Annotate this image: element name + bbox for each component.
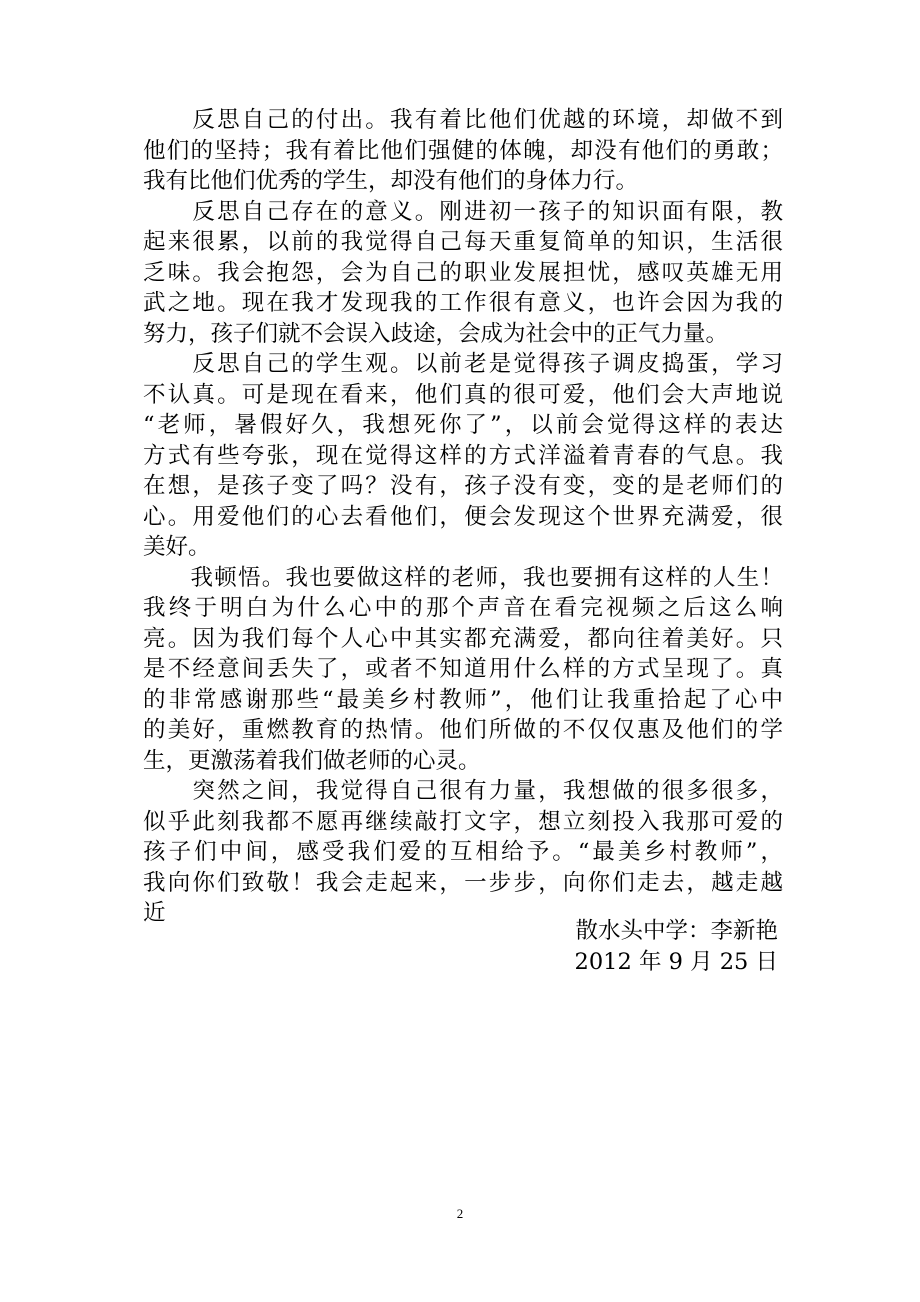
text-line: 在想，是孩子变了吗？没有，孩子没有变，变的是老师们的 bbox=[143, 473, 783, 499]
paragraph bbox=[143, 349, 783, 563]
text-line: 亮。因为我们每个人心中其实都充满爱，都向往着美好。只 bbox=[143, 625, 783, 652]
text-line: 是不经意间丢失了，或者不知道用什么样的方式呈现了。真 bbox=[143, 656, 783, 682]
text-line: 武之地。现在我才发现我的工作很有意义，也许会因为我的 bbox=[143, 290, 783, 316]
text-line: 孩子们中间，感受我们爱的互相给予。“最美乡村教师”， bbox=[143, 839, 783, 865]
text-line: 美好。 bbox=[143, 534, 211, 560]
paragraph bbox=[143, 563, 783, 777]
text-line: 心。用爱他们的心去看他们，便会发现这个世界充满爱，很 bbox=[143, 503, 783, 530]
text-line: 反思自己存在的意义。刚进初一孩子的知识面有限，教 bbox=[143, 198, 783, 225]
text-line: 我顿悟。我也要做这样的老师，我也要拥有这样的人生！ bbox=[143, 564, 783, 591]
page-number: 2 bbox=[456, 1206, 464, 1221]
text-line: 的非常感谢那些“最美乡村教师”，他们让我重拾起了心中 bbox=[143, 686, 783, 713]
paragraph bbox=[143, 776, 783, 929]
text-line: 我有比他们优秀的学生，却没有他们的身体力行。 bbox=[143, 168, 639, 194]
paragraph bbox=[143, 105, 783, 197]
signature-author: 散水头中学：李新艳 bbox=[575, 918, 778, 944]
text-line: 反思自己的学生观。以前老是觉得孩子调皮捣蛋，学习 bbox=[143, 351, 783, 377]
text-line: 近 bbox=[143, 900, 166, 926]
text-line: 起来很累，以前的我觉得自己每天重复简单的知识，生活很 bbox=[143, 229, 783, 255]
text-line: 生，更激荡着我们做老师的心灵。 bbox=[143, 747, 481, 774]
text-line: 努力，孩子们就不会误入歧途，会成为社会中的正气力量。 bbox=[143, 320, 729, 347]
text-line: 乏味。我会抱怨，会为自己的职业发展担忧，感叹英雄无用 bbox=[143, 259, 783, 286]
text-line: 我向你们致敬！我会走起来，一步步，向你们走去，越走越 bbox=[143, 869, 783, 896]
text-line: 反思自己的付出。我有着比他们优越的环境，却做不到 bbox=[143, 107, 783, 133]
text-line: 似乎此刻我都不愿再继续敲打文字，想立刻投入我那可爱的 bbox=[143, 808, 783, 835]
body-text bbox=[143, 105, 783, 929]
text-line: 突然之间，我觉得自己很有力量，我想做的很多很多， bbox=[143, 778, 783, 804]
text-line: “老师，暑假好久，我想死你了”，以前会觉得这样的表达 bbox=[143, 412, 783, 438]
signature-block bbox=[575, 916, 778, 978]
text-line: 的美好，重燃教育的热情。他们所做的不仅仅惠及他们的学 bbox=[143, 717, 783, 743]
text-line: 不认真。可是现在看来，他们真的很可爱，他们会大声地说 bbox=[143, 381, 783, 408]
text-line: 我终于明白为什么心中的那个声音在看完视频之后这么响 bbox=[143, 595, 783, 621]
text-line: 他们的坚持；我有着比他们强健的体魄，却没有他们的勇敢； bbox=[143, 137, 783, 164]
text-line: 方式有些夸张，现在觉得这样的方式洋溢着青春的气息。我 bbox=[143, 442, 783, 469]
paragraph bbox=[143, 197, 783, 350]
signature-date: 2012 年 9 月 25 日 bbox=[574, 949, 778, 975]
